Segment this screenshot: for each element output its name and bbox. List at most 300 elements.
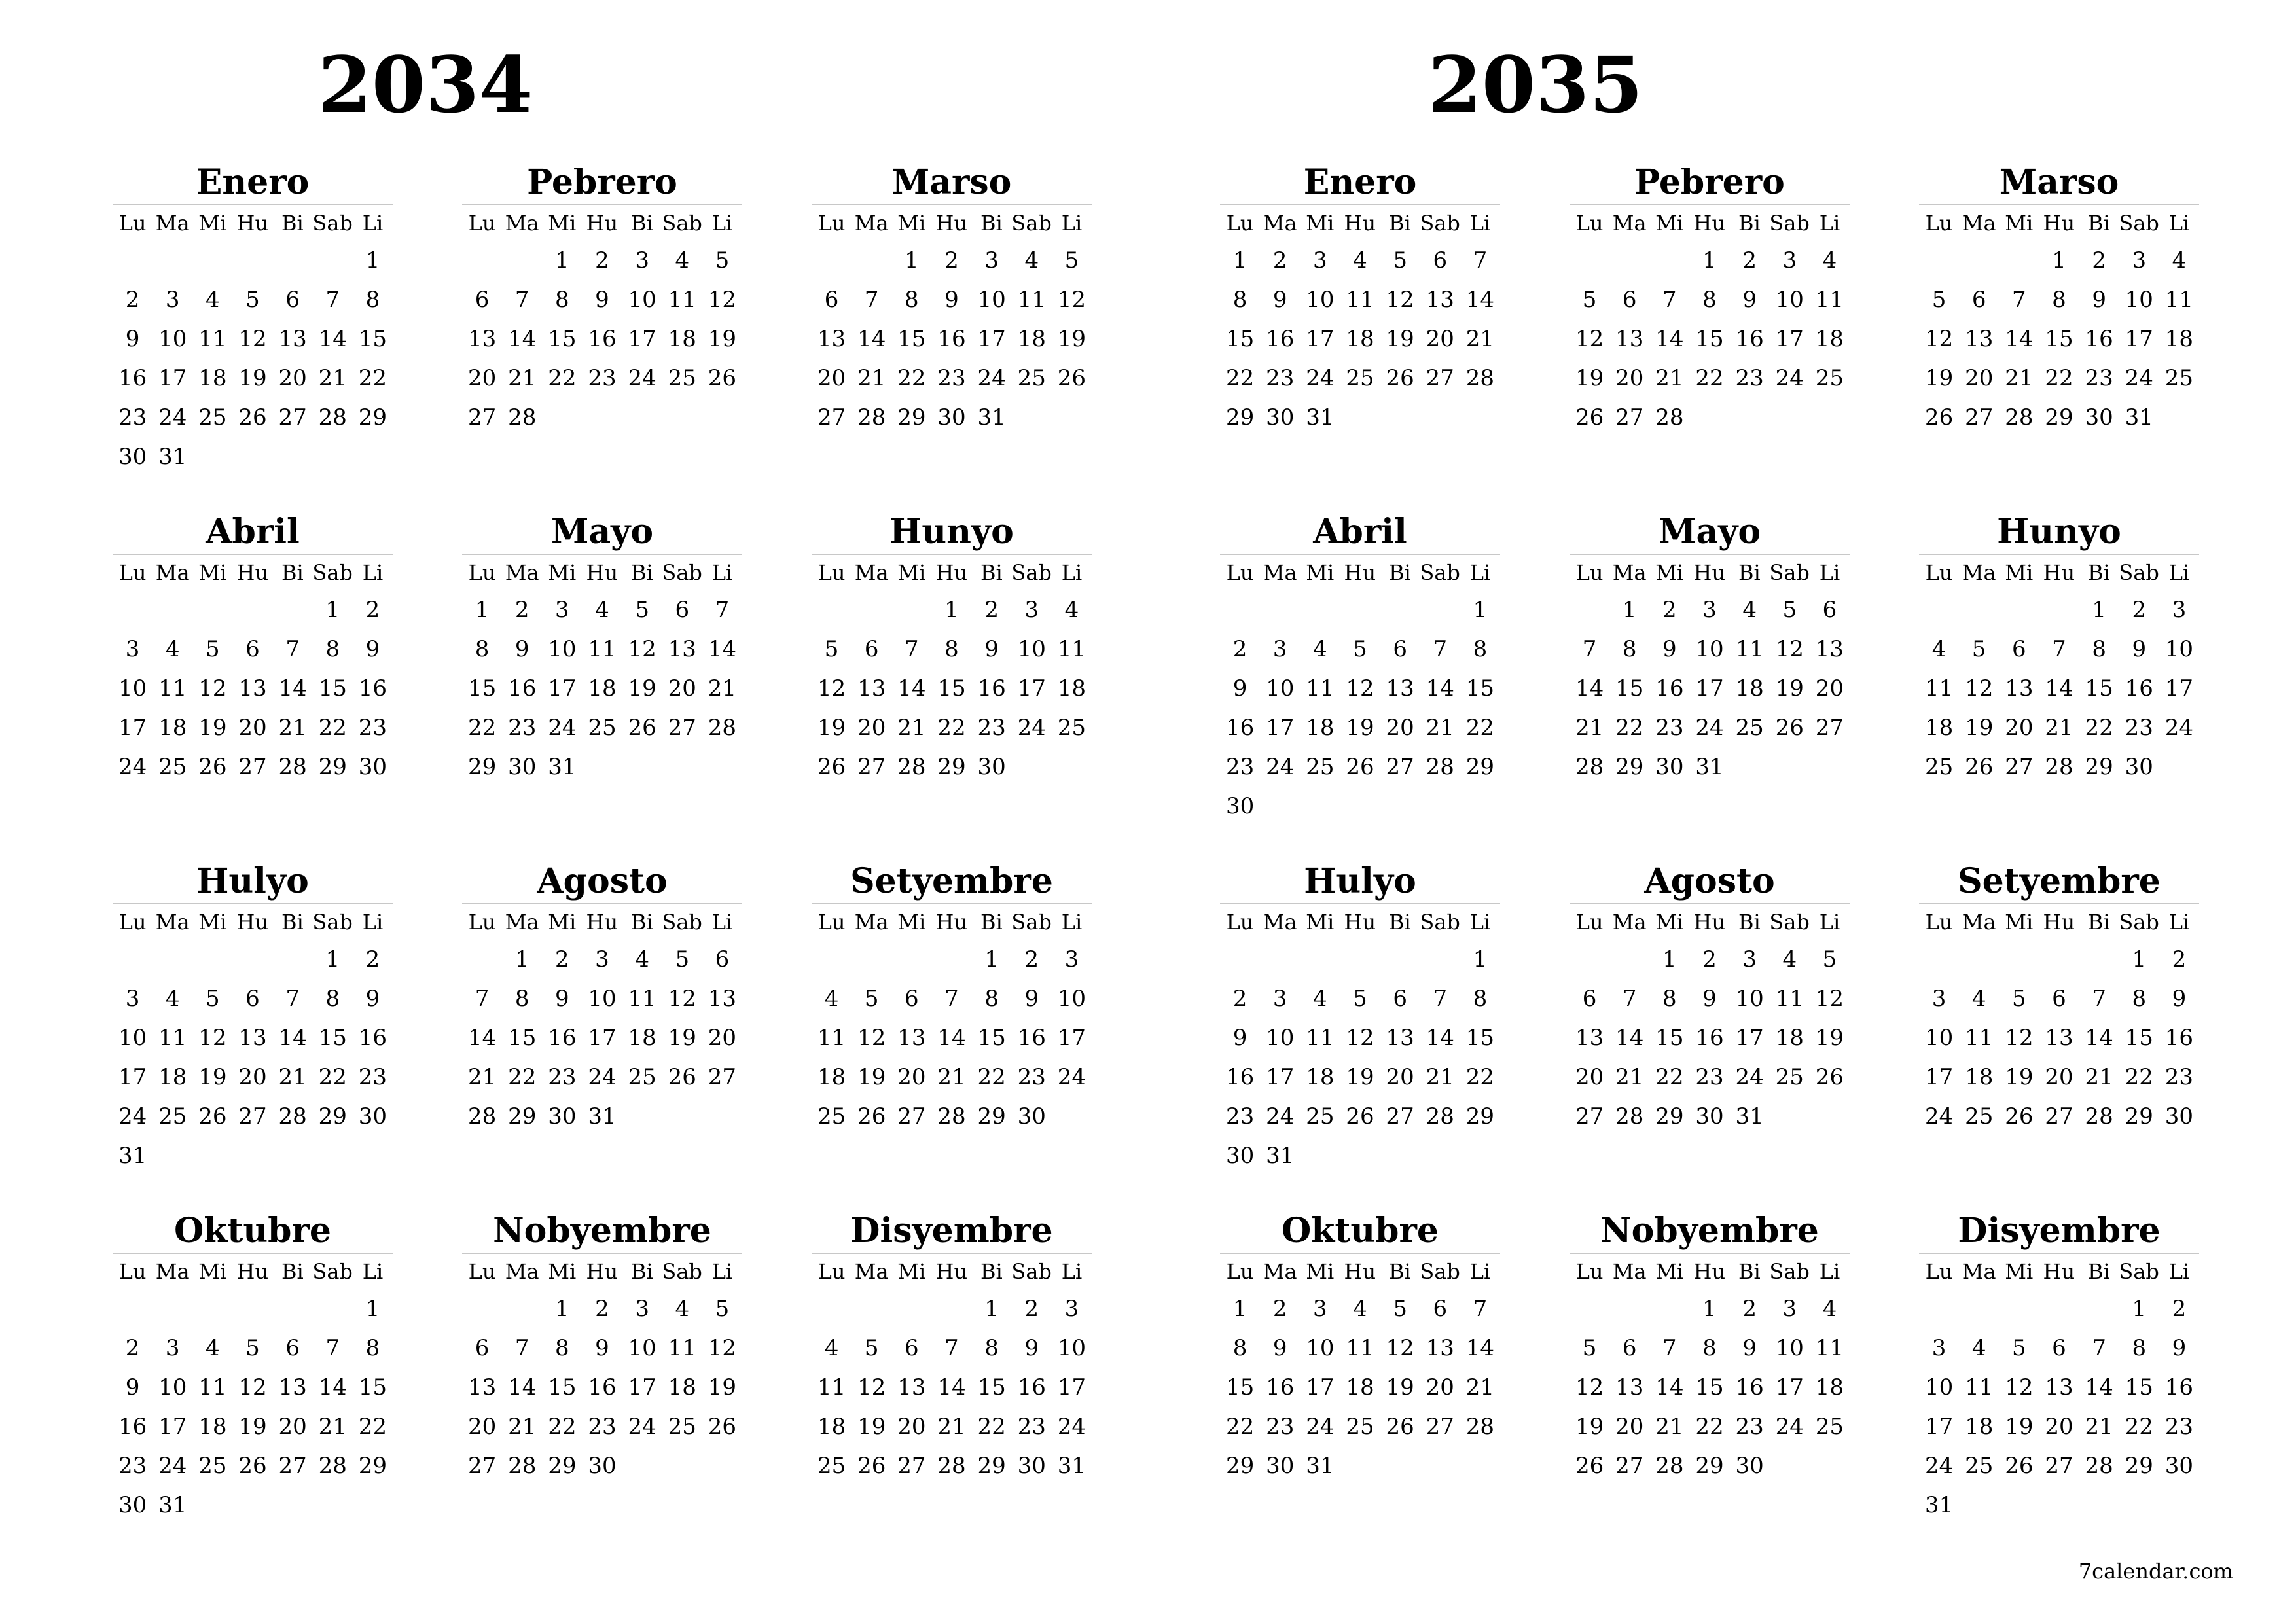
day-cell: 19 [238,1414,267,1440]
week-row [1220,398,1500,437]
day-cell: 27 [897,1103,926,1130]
weekday-label: Sab [2119,910,2159,935]
empty-day-cell [192,1486,232,1525]
day-cell: 4 [2172,247,2187,274]
month-name: Hulyo [196,861,309,901]
day-cell: 16 [508,675,537,702]
weekday-label: Li [711,1259,733,1284]
day-cell: 19 [1057,326,1086,352]
month-name: Enero [196,162,310,202]
empty-day-cell [1959,241,1999,280]
weekday-label: Sab [312,560,353,585]
week-row [1220,787,1500,826]
day-cell: 20 [817,365,846,391]
weekday-label: Ma [1263,910,1297,935]
weekday-label: Mi [198,1259,227,1284]
day-cell: 5 [864,986,879,1012]
weekday-label: Hu [1344,211,1376,236]
day-cell: 9 [595,287,609,313]
day-cell: 12 [238,326,267,352]
day-cell: 11 [1924,675,1954,702]
weekday-label: Bi [2088,1259,2110,1284]
empty-day-cell [313,437,353,476]
empty-day-cell [273,940,313,979]
week-row [1220,359,1500,398]
empty-day-cell [1340,590,1380,630]
day-cell: 29 [1225,1453,1255,1479]
day-cell: 7 [1662,287,1677,313]
empty-day-cell [273,1136,313,1175]
weekday-header [1919,205,2199,241]
day-cell: 2 [1232,986,1247,1012]
day-cell: 22 [1465,1064,1495,1090]
day-cell: 29 [548,1453,577,1479]
empty-day-cell [462,940,502,979]
empty-day-cell [152,940,192,979]
day-cell: 6 [864,636,879,662]
week-row [812,669,1092,708]
day-cell: 27 [1615,404,1644,431]
day-cell: 31 [118,1143,147,1169]
day-cell: 18 [1815,1374,1844,1400]
weekday-label: Lu [468,910,496,935]
day-cell: 6 [475,287,490,313]
week-row [1220,1058,1500,1097]
weekday-label: Li [1061,211,1083,236]
day-cell: 28 [2085,1453,2113,1479]
empty-day-cell [1770,1446,1810,1486]
week-row [1220,979,1500,1018]
day-cell: 30 [1735,1453,1764,1479]
day-cell: 10 [1775,1335,1804,1361]
week-row [1919,319,2199,359]
month-2034-nobyembre [462,1209,742,1486]
day-cell: 28 [278,754,307,780]
day-cell: 17 [1924,1414,1954,1440]
day-cell: 13 [1615,326,1644,352]
day-cell: 1 [1622,597,1637,623]
day-cell: 3 [165,287,180,313]
day-cell: 25 [1346,1414,1374,1440]
weekday-label: Ma [854,1259,889,1284]
day-cell: 8 [365,287,380,313]
month-2034-setyembre [812,860,1092,1136]
week-row [113,398,393,437]
week-row [462,1329,742,1368]
day-cell: 24 [1266,1103,1295,1130]
day-cell: 22 [508,1064,537,1090]
day-cell: 12 [1575,326,1604,352]
day-cell: 12 [198,1025,227,1051]
weekday-label: Sab [662,211,702,236]
day-cell: 14 [2085,1025,2113,1051]
weekday-label: Ma [155,910,190,935]
day-cell: 24 [1017,715,1046,741]
day-cell: 27 [1575,1103,1604,1130]
week-row [812,1329,1092,1368]
week-row [462,1368,742,1407]
day-cell: 21 [318,1414,347,1440]
day-cell: 18 [158,715,187,741]
day-cell: 10 [1735,986,1764,1012]
weekday-label: Mi [548,1259,577,1284]
day-cell: 24 [1266,754,1295,780]
day-cell: 15 [548,326,577,352]
day-cell: 25 [158,754,187,780]
day-cell: 18 [198,1414,227,1440]
day-cell: 7 [944,986,959,1012]
day-cell: 19 [1386,326,1414,352]
day-cell: 14 [1655,326,1684,352]
day-cell: 21 [857,365,886,391]
day-cell: 8 [2132,986,2147,1012]
weekday-label: Hu [236,560,269,585]
day-cell: 16 [1266,1374,1295,1400]
day-cell: 8 [1622,636,1637,662]
week-row [462,708,742,747]
day-cell: 3 [125,986,140,1012]
day-cell: 24 [1306,1414,1335,1440]
week-row [462,979,742,1018]
day-cell: 25 [1965,1453,1994,1479]
day-cell: 23 [1225,1103,1255,1130]
day-cell: 24 [118,1103,147,1130]
day-cell: 3 [125,636,140,662]
day-cell: 30 [1695,1103,1724,1130]
weekday-label: Lu [118,910,147,935]
month-2034-hunyo [812,510,1092,787]
day-cell: 25 [817,1103,846,1130]
day-cell: 29 [1695,1453,1724,1479]
day-cell: 24 [628,365,656,391]
weekday-label: Lu [817,211,846,236]
day-cell: 30 [508,754,537,780]
weekday-label: Ma [1612,910,1647,935]
weekday-label: Hu [2043,1259,2075,1284]
month-2034-disyembre [812,1209,1092,1486]
week-row [113,747,393,787]
day-cell: 15 [358,1374,387,1400]
empty-day-cell [1810,1446,1850,1486]
empty-day-cell [1770,747,1810,787]
month-2035-setyembre [1919,860,2199,1136]
day-cell: 31 [1306,404,1335,431]
day-cell: 1 [325,597,340,623]
day-cell: 23 [2125,715,2153,741]
day-cell: 8 [2052,287,2066,313]
week-row [1570,940,1850,979]
day-cell: 8 [944,636,959,662]
week-row [812,630,1092,669]
day-cell: 13 [1965,326,1994,352]
day-cell: 27 [278,1453,307,1479]
day-cell: 8 [555,1335,569,1361]
empty-day-cell [1999,1289,2039,1329]
weekday-label: Bi [631,1259,653,1284]
weekday-label: Lu [1925,910,1953,935]
empty-day-cell [812,1289,852,1329]
week-row [1570,1368,1850,1407]
day-cell: 6 [905,986,919,1012]
weekday-label: Ma [854,560,889,585]
weekday-label: Li [1469,560,1491,585]
weekday-label: Li [1469,211,1491,236]
day-cell: 11 [158,675,187,702]
day-cell: 25 [198,404,227,431]
day-cell: 18 [1346,1374,1374,1400]
weekday-label: Li [1061,910,1083,935]
day-cell: 21 [1465,326,1495,352]
day-cell: 2 [595,247,609,274]
day-cell: 19 [2005,1414,2034,1440]
week-row [1220,1097,1500,1136]
day-cell: 29 [937,754,966,780]
weekday-label: Mi [1306,1259,1335,1284]
day-cell: 29 [2125,1453,2153,1479]
day-cell: 1 [475,597,490,623]
day-cell: 9 [125,326,140,352]
day-cell: 1 [1232,247,1247,274]
day-cell: 14 [937,1025,966,1051]
day-cell: 24 [1924,1453,1954,1479]
weekday-label: Bi [980,560,1003,585]
empty-day-cell [152,241,192,280]
day-cell: 14 [2045,675,2073,702]
empty-day-cell [2039,590,2079,630]
weekday-label: Sab [2119,1259,2159,1284]
day-cell: 2 [2172,946,2187,972]
empty-day-cell [232,1486,272,1525]
empty-day-cell [582,398,622,437]
empty-day-cell [852,1289,891,1329]
week-row [1919,280,2199,319]
empty-day-cell [113,590,152,630]
day-cell: 26 [1346,1103,1374,1130]
weekday-label: Ma [1612,211,1647,236]
day-cell: 30 [548,1103,577,1130]
day-cell: 30 [977,754,1006,780]
day-cell: 16 [1225,715,1255,741]
day-cell: 4 [1971,1335,1986,1361]
day-cell: 24 [548,715,577,741]
week-row [812,747,1092,787]
day-cell: 15 [358,326,387,352]
empty-day-cell [1300,787,1340,826]
week-row [1220,1329,1500,1368]
day-cell: 25 [1306,754,1335,780]
day-cell: 25 [1775,1064,1804,1090]
day-cell: 9 [1272,287,1287,313]
day-cell: 23 [588,1414,617,1440]
day-cell: 12 [2005,1025,2034,1051]
day-cell: 9 [2092,287,2106,313]
day-cell: 7 [1433,636,1448,662]
empty-day-cell [931,1289,971,1329]
weekday-header [1570,205,1850,241]
weekday-label: Mi [897,1259,926,1284]
day-cell: 5 [1064,247,1079,274]
day-cell: 31 [158,1492,187,1518]
week-row [113,319,393,359]
day-cell: 18 [1815,326,1844,352]
day-cell: 19 [708,1374,737,1400]
month-name: Marso [1999,162,2119,202]
day-cell: 30 [1017,1103,1046,1130]
day-cell: 7 [2092,1335,2106,1361]
day-cell: 10 [1306,1335,1335,1361]
day-cell: 15 [318,1025,347,1051]
day-cell: 26 [708,365,737,391]
day-cell: 26 [1057,365,1086,391]
day-cell: 24 [1924,1103,1954,1130]
weekday-label: Ma [1263,211,1297,236]
day-cell: 16 [2164,1025,2194,1051]
weekday-header [1220,1254,1500,1289]
day-cell: 6 [2012,636,2026,662]
week-row [113,1289,393,1329]
day-cell: 18 [1965,1064,1994,1090]
weekday-label: Hu [935,910,968,935]
day-cell: 31 [588,1103,617,1130]
day-cell: 30 [2164,1103,2194,1130]
day-cell: 12 [1386,287,1414,313]
week-row [113,1136,393,1175]
day-cell: 28 [1615,1103,1644,1130]
day-cell: 6 [2052,1335,2066,1361]
weekday-label: Mi [2005,910,2034,935]
day-cell: 22 [897,365,926,391]
day-cell: 18 [1965,1414,1994,1440]
weekday-label: Sab [1011,560,1052,585]
month-name: Setyembre [1958,861,2161,901]
empty-day-cell [1260,940,1300,979]
day-cell: 19 [1575,1414,1604,1440]
day-cell: 27 [1815,715,1844,741]
day-cell: 21 [708,675,737,702]
week-row [1220,280,1500,319]
day-cell: 13 [897,1374,926,1400]
day-cell: 29 [1465,754,1495,780]
day-cell: 27 [278,404,307,431]
day-cell: 16 [118,365,147,391]
week-row [113,708,393,747]
weekday-label: Hu [1693,560,1726,585]
empty-day-cell [2039,940,2079,979]
day-cell: 23 [1225,754,1255,780]
weekday-label: Bi [1389,560,1411,585]
week-row [812,1289,1092,1329]
empty-day-cell [1999,241,2039,280]
weekday-label: Sab [312,910,353,935]
day-cell: 3 [1782,1296,1797,1322]
day-cell: 26 [2005,1453,2034,1479]
week-row [812,241,1092,280]
week-row [1220,1136,1500,1175]
day-cell: 24 [2125,365,2153,391]
week-row [812,1018,1092,1058]
day-cell: 3 [635,247,649,274]
day-cell: 17 [1266,1064,1295,1090]
empty-day-cell [1420,787,1460,826]
day-cell: 23 [2085,365,2113,391]
day-cell: 15 [977,1025,1006,1051]
weekday-header [462,1254,742,1289]
weekday-label: Li [362,560,384,585]
day-cell: 1 [944,597,959,623]
weekday-header [1570,904,1850,940]
day-cell: 6 [1393,986,1407,1012]
month-2035-pebrero [1570,161,1850,437]
day-cell: 2 [2092,247,2106,274]
day-cell: 10 [1266,1025,1295,1051]
empty-day-cell [152,1289,192,1329]
day-cell: 21 [1426,715,1454,741]
day-cell: 2 [1272,247,1287,274]
day-cell: 16 [2125,675,2153,702]
weekday-label: Sab [662,1259,702,1284]
weekday-label: Li [711,560,733,585]
month-name: Disyembre [1958,1211,2161,1251]
day-cell: 8 [984,1335,999,1361]
day-cell: 28 [278,1103,307,1130]
day-cell: 11 [588,636,617,662]
day-cell: 19 [1775,675,1804,702]
day-cell: 12 [708,1335,737,1361]
day-cell: 22 [318,715,347,741]
day-cell: 12 [1575,1374,1604,1400]
weekday-label: Li [1819,1259,1840,1284]
day-cell: 15 [2045,326,2073,352]
day-cell: 24 [1775,365,1804,391]
weekday-label: Li [1819,910,1840,935]
day-cell: 7 [944,1335,959,1361]
weekday-label: Bi [2088,211,2110,236]
week-row [1570,669,1850,708]
empty-day-cell [2039,1289,2079,1329]
weekday-label: Li [1819,560,1840,585]
empty-day-cell [1052,1097,1092,1136]
day-cell: 13 [1575,1025,1604,1051]
year-title-2034: 2034 [317,39,533,130]
empty-day-cell [1570,1289,1609,1329]
day-cell: 3 [595,946,609,972]
day-cell: 22 [548,1414,577,1440]
weekday-label: Mi [897,560,926,585]
month-2034-abril [113,510,393,787]
week-row [1919,1368,2199,1407]
weekday-label: Sab [1769,211,1810,236]
day-cell: 12 [1057,287,1086,313]
day-cell: 12 [708,287,737,313]
day-cell: 12 [1346,1025,1374,1051]
weekday-label: Lu [1575,910,1604,935]
day-cell: 1 [2132,946,2147,972]
weekday-label: Bi [1738,560,1761,585]
day-cell: 9 [1662,636,1677,662]
day-cell: 1 [2132,1296,2147,1322]
weekday-label: Bi [980,211,1003,236]
day-cell: 15 [1225,1374,1255,1400]
day-cell: 2 [2132,597,2147,623]
week-row [1220,241,1500,280]
weekday-label: Li [1469,910,1491,935]
day-cell: 11 [1815,287,1844,313]
weekday-label: Mi [1655,211,1684,236]
day-cell: 17 [118,715,147,741]
empty-day-cell [1340,940,1380,979]
day-cell: 4 [1064,597,1079,623]
empty-day-cell [1380,1136,1420,1175]
